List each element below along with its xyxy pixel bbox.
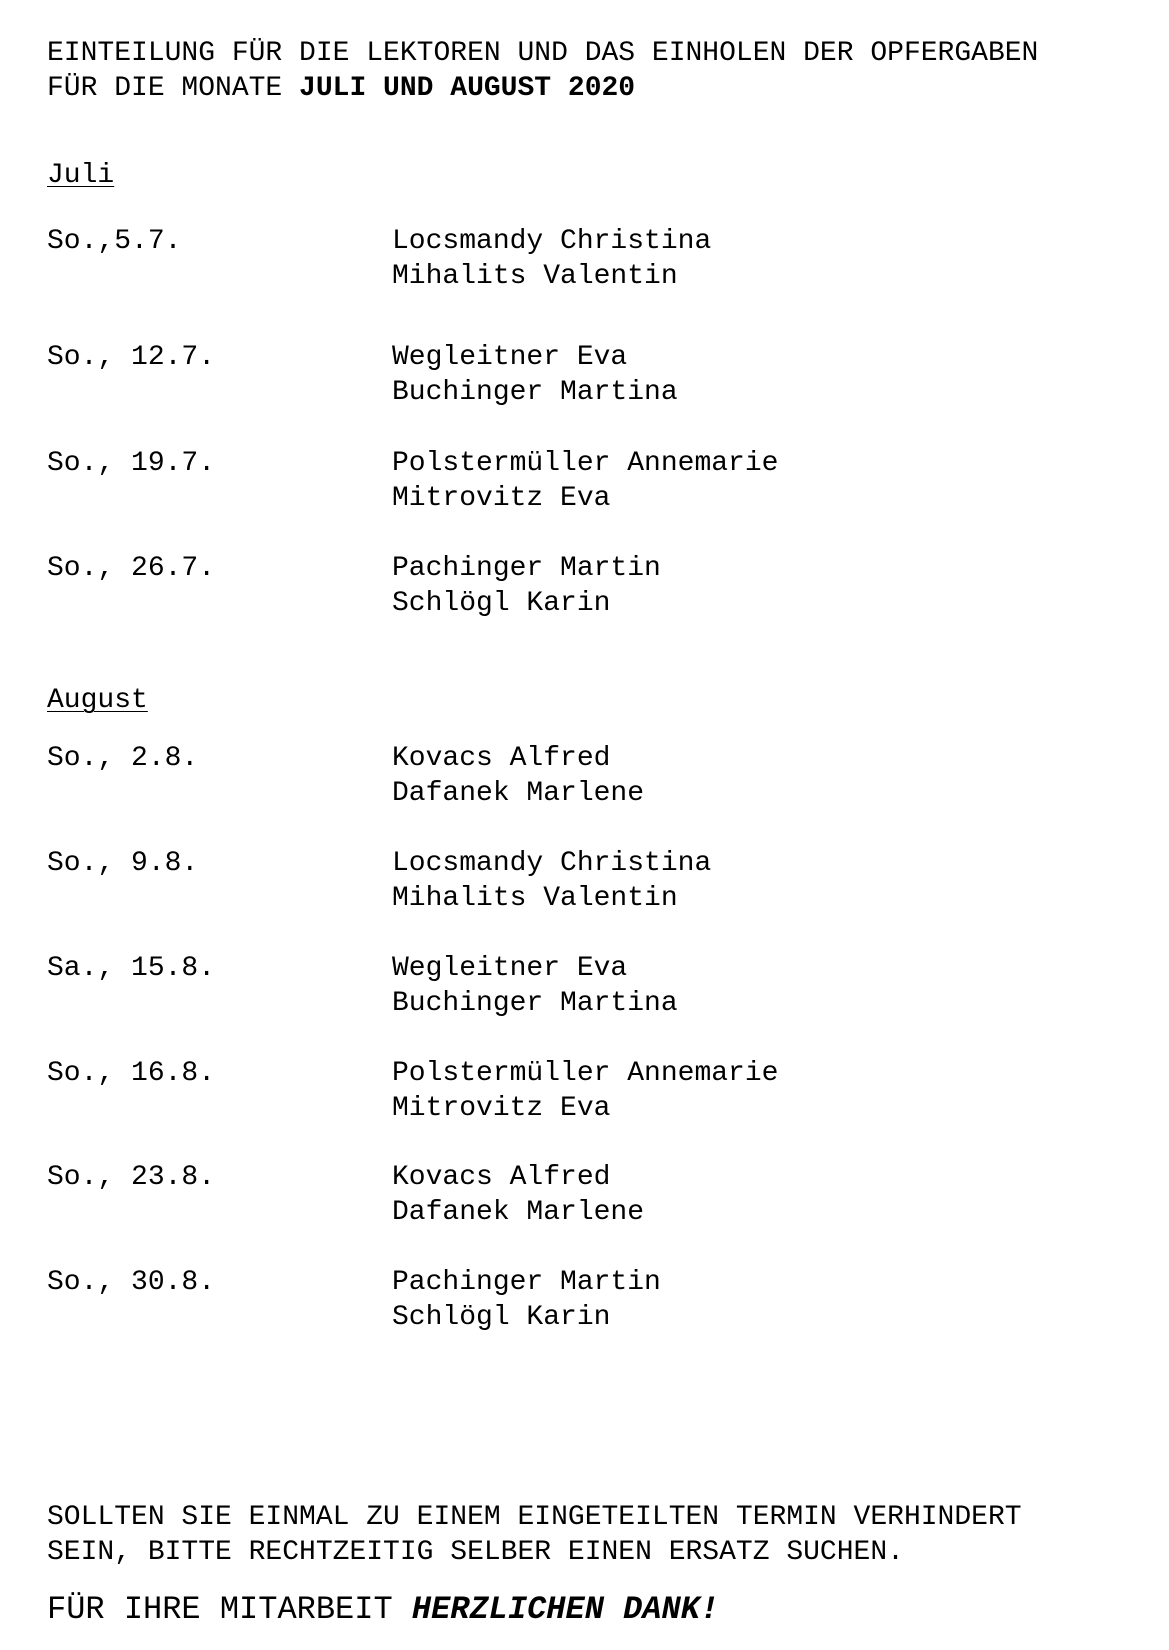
entry-name-2: Dafanek Marlene	[392, 1197, 645, 1228]
schedule-entry	[47, 1265, 1047, 1335]
schedule-entry	[47, 846, 1047, 916]
entry-names	[392, 224, 711, 294]
entry-name-2: Schlögl Karin	[392, 1302, 611, 1333]
entry-name-2: Mihalits Valentin	[392, 261, 678, 292]
entry-names	[392, 340, 678, 410]
month-heading-august: August	[47, 685, 148, 716]
footer-line-2: SEIN, BITTE RECHTZEITIG SELBER EINEN ERSATZ SUCHEN.	[47, 1537, 904, 1568]
entry-name-2: Mitrovitz Eva	[392, 1093, 611, 1124]
entry-name-2: Buchinger Martina	[392, 988, 678, 1019]
entry-name-1: Kovacs Alfred	[392, 1162, 611, 1193]
entry-date: So., 16.8.	[47, 1058, 216, 1089]
entry-date: So., 30.8.	[47, 1267, 216, 1298]
entry-name-1: Polstermüller Annemarie	[392, 448, 779, 479]
entry-name-2: Mitrovitz Eva	[392, 483, 611, 514]
document-header	[47, 36, 1038, 106]
schedule-entry	[47, 340, 1047, 410]
entry-name-1: Locsmandy Christina	[392, 226, 712, 257]
header-line-2-bold: JULI UND AUGUST 2020	[299, 73, 636, 104]
entry-names	[392, 846, 711, 916]
schedule-entry	[47, 446, 1047, 516]
entry-date: So., 12.7.	[47, 342, 216, 373]
entry-names	[392, 1056, 778, 1126]
entry-names	[392, 951, 678, 1021]
header-line-1: EINTEILUNG FÜR DIE LEKTOREN UND DAS EINHOLEN DER OPFERGABEN	[47, 38, 1039, 69]
entry-names	[392, 741, 644, 811]
footer-line-1: SOLLTEN SIE EINMAL ZU EINEM EINGETEILTEN TERMIN VERHINDERT	[47, 1502, 1022, 1533]
entry-name-1: Locsmandy Christina	[392, 848, 712, 879]
entry-date: So.,5.7.	[47, 226, 182, 257]
entry-date: Sa., 15.8.	[47, 953, 216, 984]
entry-name-2: Dafanek Marlene	[392, 778, 645, 809]
entry-name-1: Polstermüller Annemarie	[392, 1058, 779, 1089]
thanks-bold: HERZLICHEN DANK!	[411, 1591, 720, 1628]
month-heading-juli: Juli	[47, 160, 115, 191]
entry-names	[392, 551, 661, 621]
entry-date: So., 19.7.	[47, 448, 216, 479]
schedule-entry	[47, 1056, 1047, 1126]
entry-names	[392, 1160, 644, 1230]
entry-name-1: Pachinger Martin	[392, 553, 661, 584]
thanks-prefix: FÜR IHRE MITARBEIT	[47, 1591, 412, 1628]
entry-name-2: Schlögl Karin	[392, 588, 611, 619]
entry-date: So., 23.8.	[47, 1162, 216, 1193]
entry-name-1: Wegleitner Eva	[392, 953, 628, 984]
schedule-entry	[47, 1160, 1047, 1230]
entry-name-1: Pachinger Martin	[392, 1267, 661, 1298]
entry-date: So., 9.8.	[47, 848, 199, 879]
footer-note	[47, 1500, 1022, 1570]
schedule-entry	[47, 551, 1047, 621]
entry-date: So., 2.8.	[47, 743, 199, 774]
entry-date: So., 26.7.	[47, 553, 216, 584]
entry-name-1: Kovacs Alfred	[392, 743, 611, 774]
entry-name-1: Wegleitner Eva	[392, 342, 628, 373]
entry-names	[392, 1265, 661, 1335]
schedule-entry	[47, 741, 1047, 811]
schedule-entry	[47, 951, 1047, 1021]
header-line-2-prefix: FÜR DIE MONATE	[47, 73, 300, 104]
entry-name-2: Mihalits Valentin	[392, 883, 678, 914]
schedule-entry	[47, 224, 1047, 294]
thanks-line	[47, 1590, 719, 1630]
entry-name-2: Buchinger Martina	[392, 377, 678, 408]
entry-names	[392, 446, 778, 516]
